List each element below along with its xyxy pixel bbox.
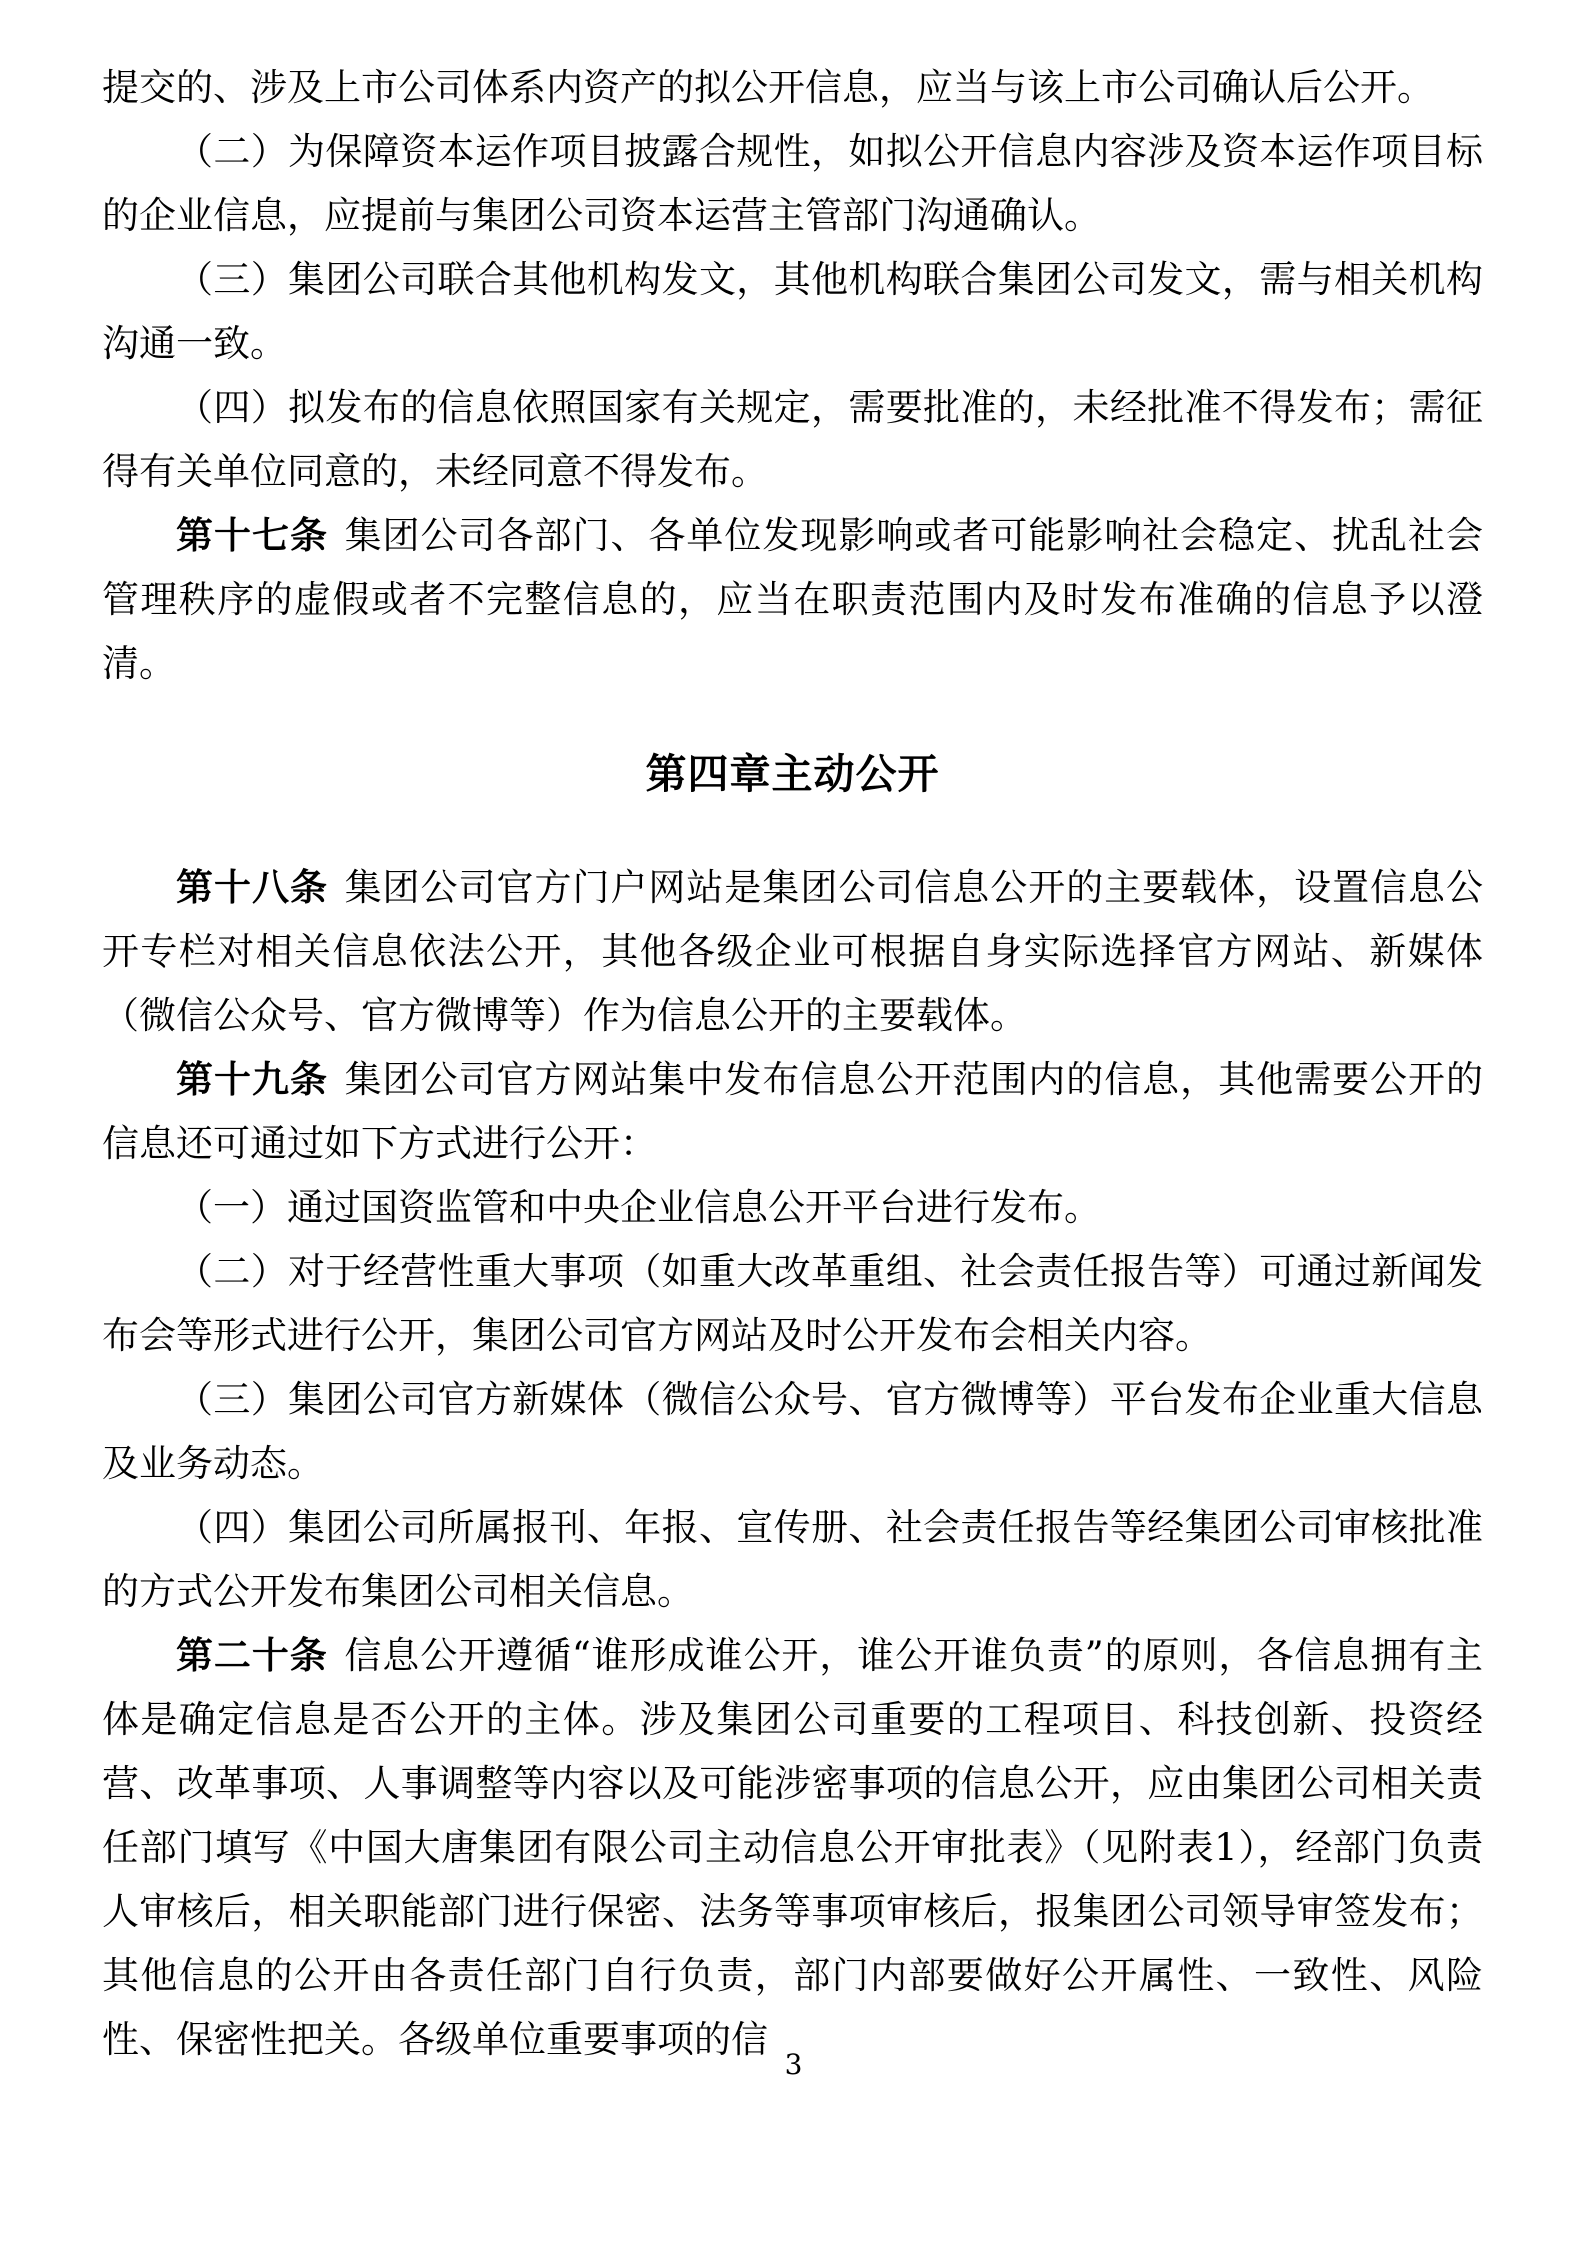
article-number-label: 第十九条	[176, 1058, 328, 1101]
article-paragraph	[102, 856, 1483, 1048]
paragraph: （二）为保障资本运作项目披露合规性，如拟公开信息内容涉及资本运作项目标的企业信息，应提前与集团公司资本运营主管部门沟通确认。	[102, 130, 1483, 237]
article-paragraph	[102, 504, 1483, 696]
chapter-heading: 第四章主动公开	[645, 750, 940, 798]
article-text: 集团公司各部门、各单位发现影响或者可能影响社会稳定、扰乱社会管理秩序的虚假或者不完整信息的，应当在职责范围内及时发布准确的信息予以澄清。	[102, 514, 1484, 685]
article-paragraph	[102, 1624, 1483, 2072]
article-number-label: 第二十条	[176, 1634, 328, 1677]
paragraph: （二）对于经营性重大事项（如重大改革重组、社会责任报告等）可通过新闻发布会等形式进行公开，集团公司官方网站及时公开发布会相关内容。	[102, 1250, 1483, 1357]
paragraph: （四）集团公司所属报刊、年报、宣传册、社会责任报告等经集团公司审核批准的方式公开发布集团公司相关信息。	[102, 1506, 1483, 1613]
page-number: 3	[784, 2048, 803, 2081]
article-number-label: 第十七条	[176, 514, 328, 557]
document-body	[102, 56, 1483, 2072]
paragraph: （三）集团公司联合其他机构发文，其他机构联合集团公司发文，需与相关机构沟通一致。	[102, 258, 1483, 365]
paragraph: （四）拟发布的信息依照国家有关规定，需要批准的，未经批准不得发布；需征得有关单位同意的，未经同意不得发布。	[102, 386, 1483, 493]
article-paragraph	[102, 1048, 1483, 1176]
article-text: 信息公开遵循“谁形成谁公开，谁公开谁负责”的原则，各信息拥有主体是确定信息是否公开的主体。涉及集团公司重要的工程项目、科技创新、投资经营、改革事项、人事调整等内容以及可能涉密事项的信息公开，应由集团公司相关责任部门填写《中国大唐集团有限公司主动信息公开审批表》（见附表1），经部门负责人审核后，相关职能部门进行保密、法务等事项审核后，报集团公司领导审签发布；其他信息的公开由各责任部门自行负责，部门内部要做好公开属性、一致性、风险性、保密性把关。各级单位重要事项的信	[102, 1634, 1483, 2061]
paragraph: 提交的、涉及上市公司体系内资产的拟公开信息，应当与该上市公司确认后公开。	[102, 66, 1434, 109]
paragraph: （一）通过国资监管和中央企业信息公开平台进行发布。	[176, 1186, 1101, 1229]
article-text: 集团公司官方网站集中发布信息公开范围内的信息，其他需要公开的信息还可通过如下方式进行公开：	[102, 1058, 1484, 1165]
paragraph: （三）集团公司官方新媒体（微信公众号、官方微博等）平台发布企业重大信息及业务动态。	[102, 1378, 1483, 1485]
article-number-label: 第十八条	[176, 866, 328, 909]
article-text: 集团公司官方门户网站是集团公司信息公开的主要载体，设置信息公开专栏对相关信息依法公开，其他各级企业可根据自身实际选择官方网站、新媒体（微信公众号、官方微博等）作为信息公开的主要载体。	[102, 866, 1484, 1037]
